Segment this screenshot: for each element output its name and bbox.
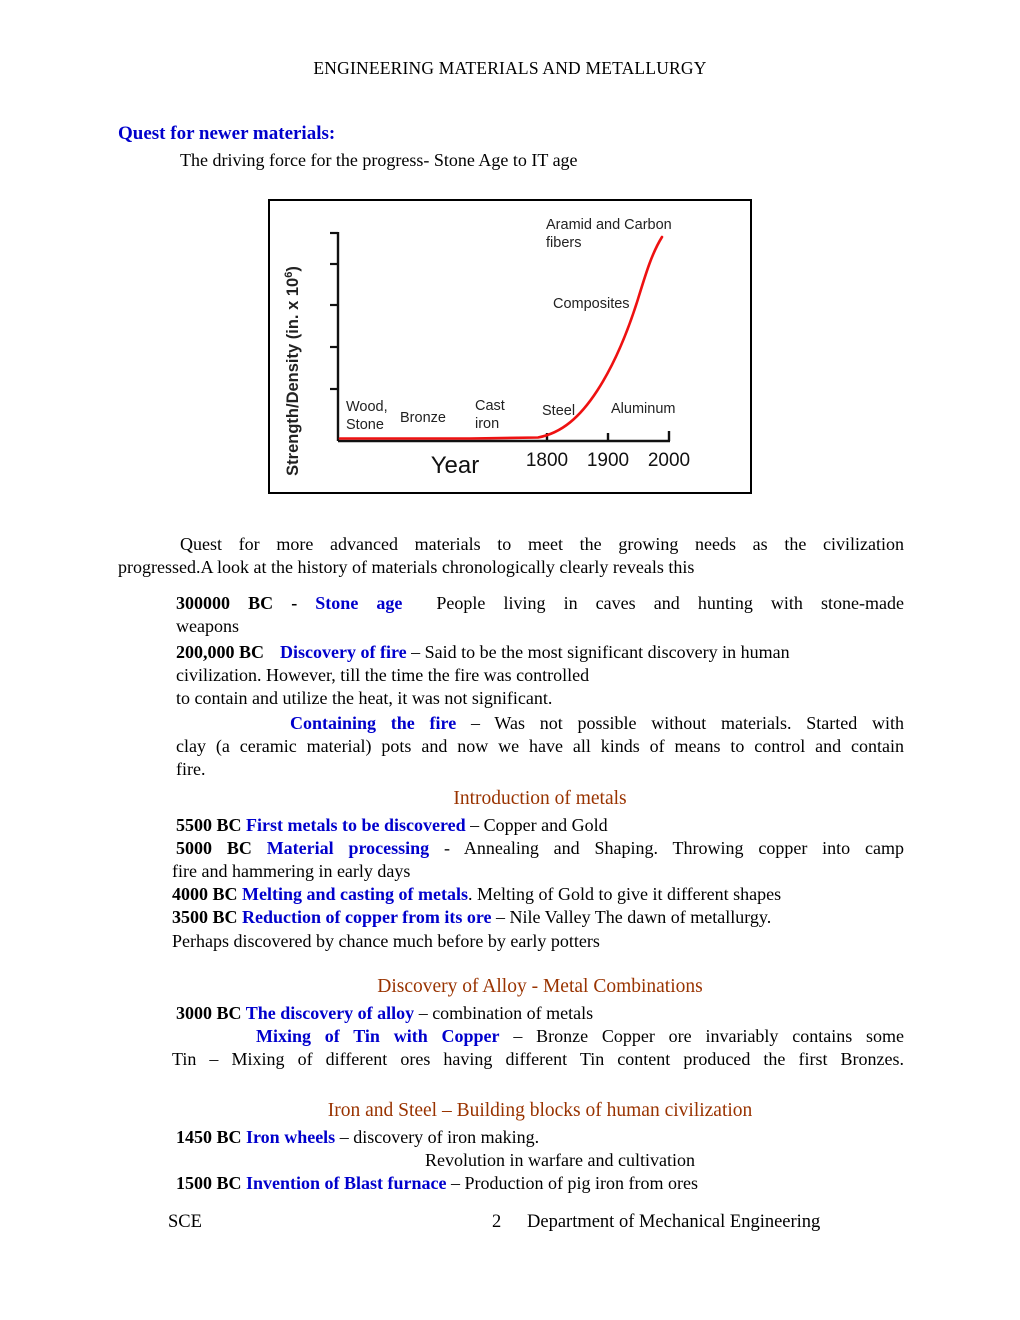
- chart-annotation-bronze: Bronze: [400, 410, 446, 426]
- timeline-entry-stone-age: [176, 592, 904, 638]
- chart-annotation-composites: Composites: [553, 296, 630, 312]
- chart-annotation-aluminum: Aluminum: [611, 401, 676, 417]
- alloy-line-1: [176, 1002, 904, 1025]
- fire-line-1: [176, 641, 904, 664]
- chart-xlabel: Year: [430, 452, 480, 479]
- timeline-entry-containing-fire: [176, 712, 904, 781]
- intro-line-1-text: Quest for more advanced materials to meet the growing needs as the civilization: [180, 534, 904, 554]
- iron-line-3-rest: – Production of pig iron from ores: [446, 1173, 698, 1194]
- metals-heading: Introduction of metals: [453, 788, 627, 809]
- intro-line-1: [118, 533, 904, 556]
- quest-subtitle: The driving force for the progress- Stone Age to IT age: [180, 149, 578, 170]
- strength-density-chart: [268, 199, 752, 494]
- section-iron-and-steel: [176, 1098, 904, 1195]
- metals-item-1: [176, 837, 904, 860]
- metals-item-4: [172, 906, 904, 929]
- section-discovery-of-alloy: [172, 974, 904, 1071]
- fire-line-2: civilization. However, till the time the fire was controlled: [176, 665, 590, 686]
- stone-age-continuation: weapons: [176, 616, 239, 637]
- chart-annotation-cast: Cast: [475, 398, 505, 414]
- stone-age-line: [176, 592, 904, 615]
- containing-fire-term: Containing the fire: [290, 713, 457, 733]
- metals-item-3-term: Melting and casting of metals: [242, 884, 468, 905]
- metals-item-3-rest: . Melting of Gold to give it different shapes: [468, 884, 782, 905]
- section-introduction-of-metals: [172, 786, 904, 953]
- quest-heading: Quest for newer materials:: [118, 123, 336, 144]
- iron-line-3-date: 1500 BC: [176, 1173, 247, 1194]
- stone-age-rest: People living in caves and hunting with stone-made: [436, 593, 904, 613]
- chart-xticklabel-1900: 1900: [586, 450, 630, 471]
- metals-item-3-date: 4000 BC: [172, 884, 243, 905]
- metals-item-4-term: Reduction of copper from its ore: [242, 907, 492, 928]
- iron-line-1-date: 1450 BC: [176, 1127, 247, 1148]
- chart-xticklabel-1800: 1800: [525, 450, 569, 471]
- metals-item-4-date: 3500 BC: [172, 907, 243, 928]
- quest-section: [118, 122, 918, 172]
- metals-item-1-rest: - Annealing and Shaping. Throwing copper into camp: [429, 838, 904, 859]
- chart-annotation-fibers: fibers: [546, 235, 582, 251]
- metals-item-5: Perhaps discovered by chance much before by early potters: [172, 930, 600, 951]
- metals-item-2: fire and hammering in early days: [172, 861, 411, 882]
- footer-page-number: 2: [492, 1212, 502, 1232]
- page-footer: [0, 1212, 1020, 1242]
- containing-fire-line-2: clay (a ceramic material) pots and now we have all kinds of means to control and contain: [176, 736, 904, 757]
- chart-annotation-steel: Steel: [542, 403, 576, 419]
- alloy-line-3: Tin – Mixing of different ores having different Tin content produced the first Bronzes.: [172, 1049, 904, 1070]
- fire-date: 200,000 BC: [176, 642, 265, 662]
- chart-annotation-iron: iron: [475, 416, 500, 432]
- fire-rest: – Said to be the most significant discovery in human: [411, 642, 790, 662]
- footer-institution: SCE: [168, 1212, 202, 1232]
- intro-paragraph: [118, 533, 904, 579]
- alloy-line-2-term: Mixing of Tin with Copper: [256, 1026, 500, 1047]
- iron-line-3: [176, 1172, 904, 1195]
- footer-department: Department of Mechanical Engineering: [527, 1212, 821, 1232]
- iron-heading: Iron and Steel – Building blocks of human civilization: [327, 1100, 753, 1121]
- chart-annotation-stone: Stone: [346, 417, 384, 433]
- metals-item-1-date: 5000 BC: [176, 838, 267, 859]
- iron-line-1-term: Iron wheels: [246, 1127, 336, 1148]
- alloy-line-1-term: The discovery of alloy: [245, 1003, 415, 1024]
- containing-fire-line-1: [176, 712, 904, 735]
- intro-line-2: progressed.A look at the history of materials chronologically clearly reveals this: [118, 557, 695, 578]
- iron-line-3-term: Invention of Blast furnace: [246, 1173, 447, 1194]
- chart-annotation-wood: Wood,: [346, 399, 388, 415]
- fire-term: Discovery of fire: [280, 642, 407, 662]
- alloy-line-2-rest: – Bronze Copper ore invariably contains some: [499, 1026, 904, 1047]
- alloy-line-1-date: 3000 BC: [176, 1003, 246, 1024]
- chart-ylabel: Strength/Density (in. x $10^6$): [283, 266, 302, 476]
- metals-item-0: [176, 814, 904, 837]
- stone-age-term: Stone age: [315, 593, 403, 613]
- alloy-line-1-rest: – combination of metals: [414, 1003, 594, 1024]
- metals-item-3: [172, 883, 904, 906]
- fire-line-3: to contain and utilize the heat, it was not significant.: [176, 688, 553, 709]
- metals-item-0-rest: – Copper and Gold: [465, 815, 608, 836]
- iron-line-1: [176, 1126, 904, 1149]
- iron-line-1-rest: – discovery of iron making.: [335, 1127, 540, 1148]
- containing-fire-line-3: fire.: [176, 759, 206, 780]
- metals-item-0-date: 5500 BC: [176, 815, 247, 836]
- metals-item-1-term: Material processing: [266, 838, 430, 859]
- chart-xticklabel-2000: 2000: [647, 450, 691, 471]
- iron-line-2: Revolution in warfare and cultivation: [425, 1150, 695, 1171]
- page-header-title: ENGINEERING MATERIALS AND METALLURGY: [313, 58, 707, 78]
- containing-fire-rest: – Was not possible without materials. Started with: [470, 713, 904, 733]
- metals-item-4-rest: – Nile Valley The dawn of metallurgy.: [491, 907, 772, 928]
- timeline-entry-fire: [176, 641, 904, 710]
- chart-annotation-aramid-carbon: Aramid and Carbon: [546, 217, 672, 233]
- stone-age-date: 300000 BC -: [176, 593, 316, 613]
- alloy-line-2: [176, 1025, 904, 1048]
- chart-svg: [270, 201, 750, 492]
- alloy-heading: Discovery of Alloy - Metal Combinations: [377, 976, 703, 997]
- metals-item-0-term: First metals to be discovered: [246, 815, 466, 836]
